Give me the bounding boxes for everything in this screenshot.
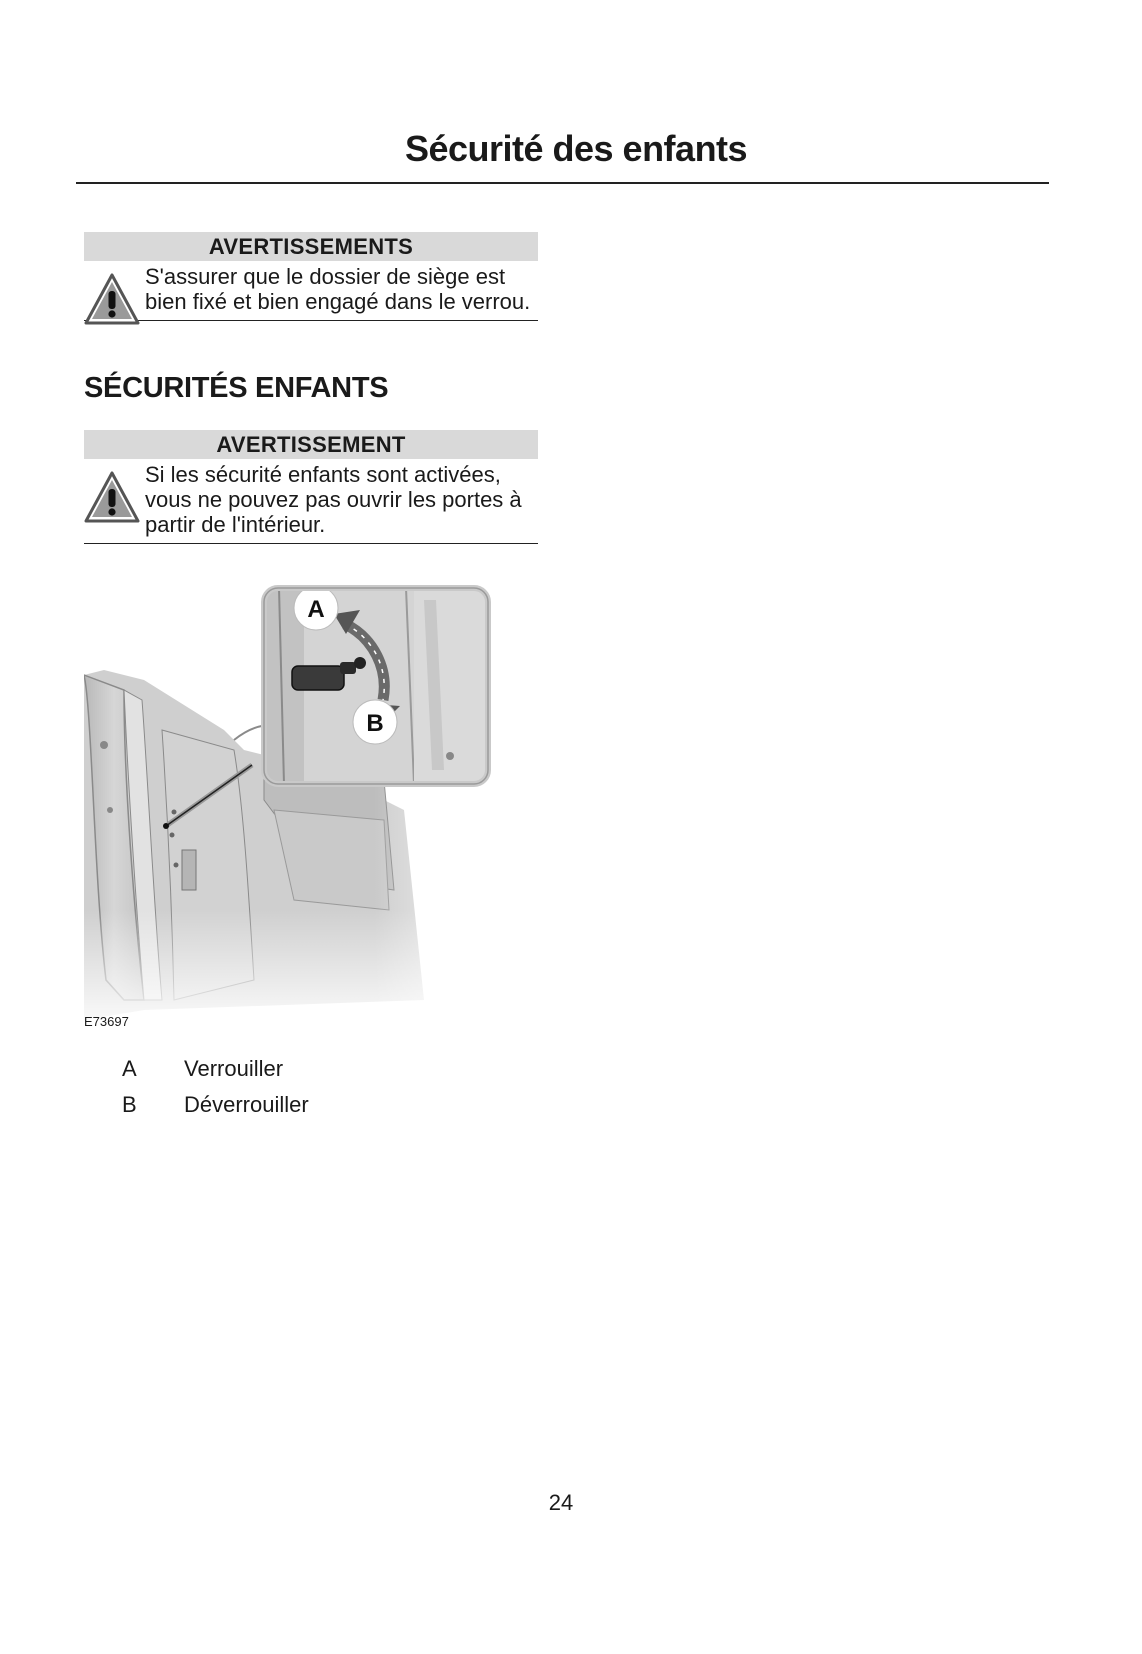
legend-key: A [122,1056,137,1081]
warning-box-2 [84,430,538,544]
callout-a: A [307,596,325,623]
warning-divider-2 [84,543,538,544]
legend-label: Verrouiller [184,1056,284,1081]
warning-body-1 [84,261,538,320]
warning-divider-1 [84,320,538,321]
legend-label: Déverrouiller [184,1092,309,1117]
section-heading: SÉCURITÉS ENFANTS [84,372,389,404]
page-title: Sécurité des enfants [404,128,748,169]
callout-b: B [366,710,384,737]
warning-box-1 [84,232,538,321]
warning-triangle-icon [84,273,140,325]
warning-header-1: AVERTISSEMENTS [84,232,538,261]
warning-triangle-icon [84,471,140,523]
warning-text-2: Si les sécurité enfants sont activées, vous ne pouvez pas ouvrir les portes à partir de l'intérieur. [145,462,522,537]
title-divider [76,182,1049,184]
page-number: 24 [548,1490,574,1515]
child-lock-illustration [84,580,524,1035]
warning-header-2: AVERTISSEMENT [84,430,538,459]
warning-text-1: S'assurer que le dossier de siège est bien fixé et bien engagé dans le verrou. [145,264,531,314]
warning-body-2 [84,459,538,543]
figure-code: E73697 [84,1014,129,1029]
legend-key: B [122,1092,137,1117]
